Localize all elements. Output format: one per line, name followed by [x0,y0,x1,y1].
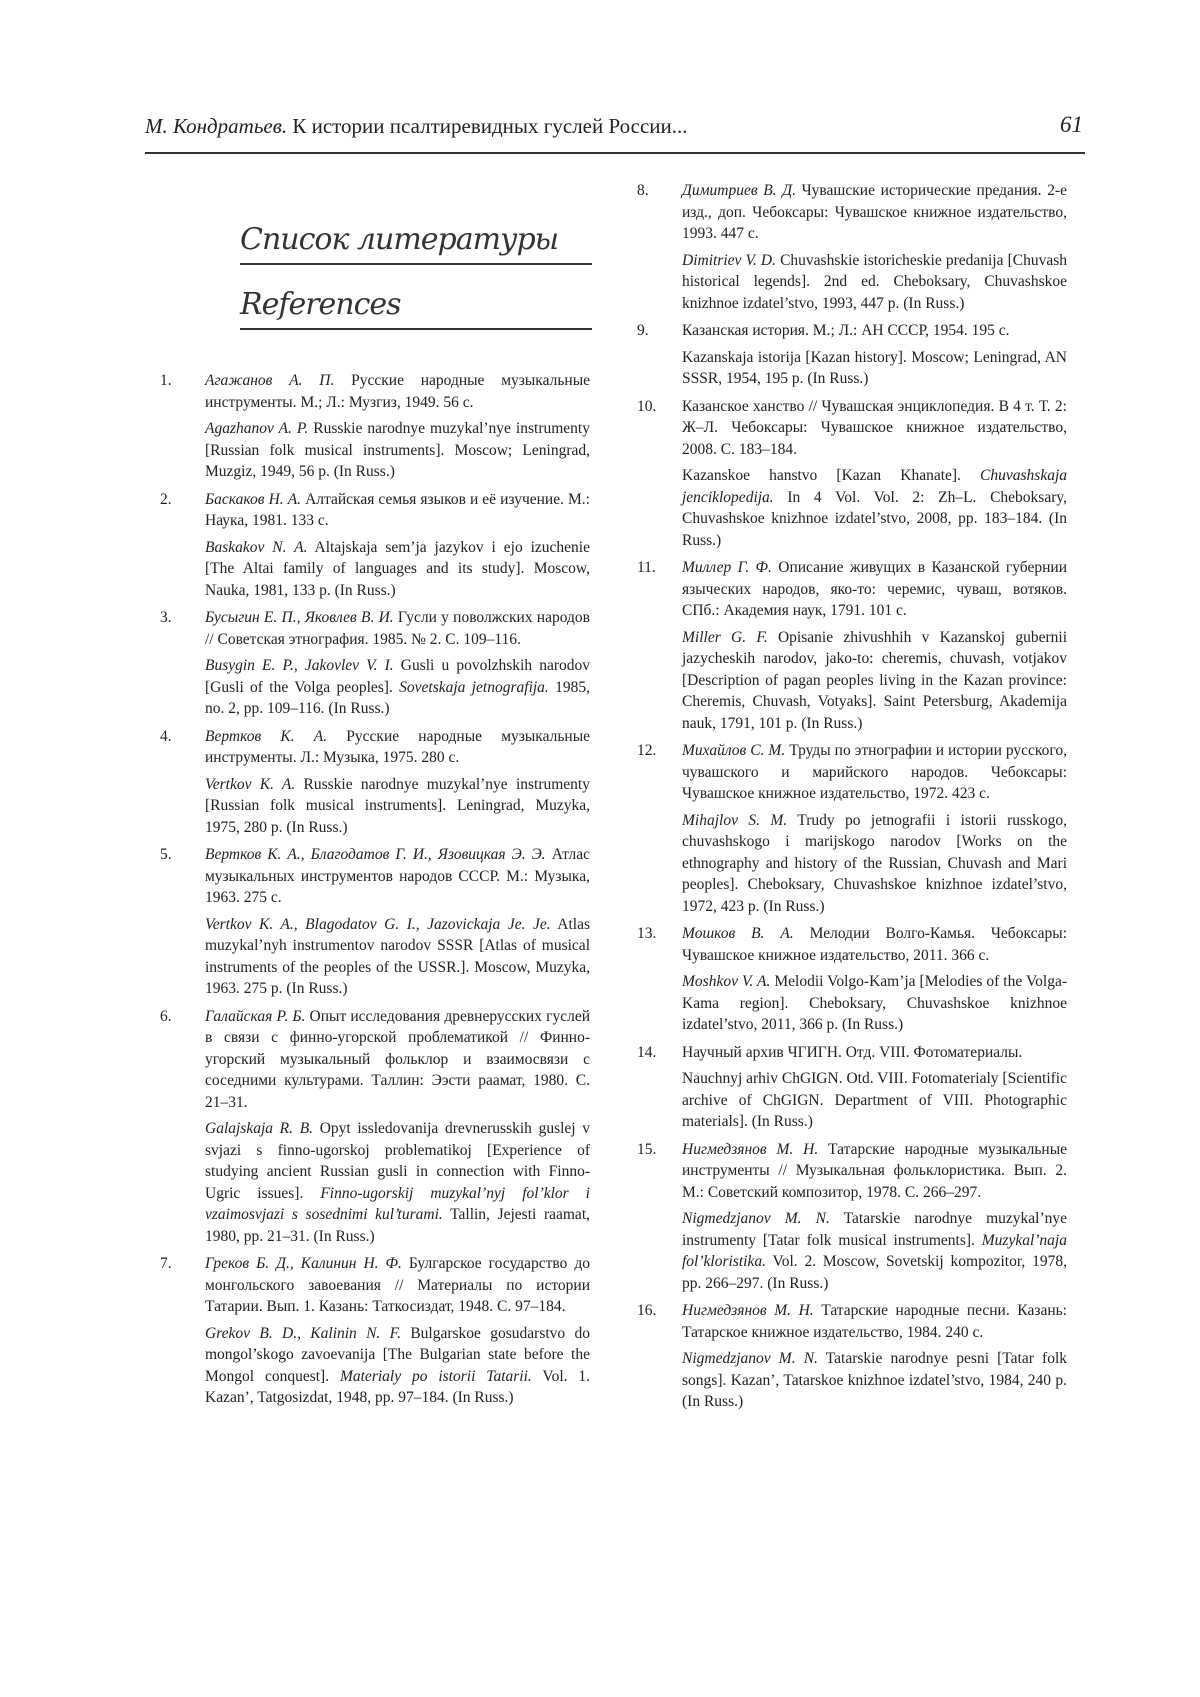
reference-text: Kazanskaja istorija [Kazan history]. Moscow; Leningrad, AN SSSR, 1954, 195 p. (In Russ.) [682,348,1067,387]
reference-number: 12. [637,742,657,759]
reference-text: Казанская история. М.; Л.: АН СССР, 1954. 195 с. [682,322,1010,339]
reference-en [205,418,590,483]
reference-en [682,1208,1067,1294]
reference-text: Trudy po jetnografii i istorii russkogo, chuvashskogo i marijskogo narodov [Works on the ethnography and history of the Russian, Chuvash and Mari peoples]. Cheboksary, Chuvashskoe knizhnoe izdatel’stvo, 1972, 423 p. (In Russ.) [682,811,1067,915]
reference-en [205,1323,590,1409]
reference-text: Мелодии Волго-Камья. Чебоксары: Чувашское книжное издательство, 2011. 366 с. [682,925,1068,964]
reference-number: 2. [160,490,172,508]
reference-text: Научный архив ЧГИГН. Отд. VIII. Фотоматериалы. [682,1043,1023,1061]
reference-text-tail: Tallin, Jejesti raamat, 1980, pp. 21–31. (In Russ.) [205,1206,590,1245]
reference-text: Russkie narodnye muzykal’nye instrumenty [Russian folk musical instruments]. Leningrad, Muzyka, 1975, 280 p. (In Russ.) [205,775,590,836]
reference-number: 7. [160,1255,172,1272]
reference-text: Opyt issledovanija drevnerusskih guslej v svjazi s finno-ugorskoj problematikoj [Experience of studying ancient Russian gusli in connection with Finno-Ugric issues]. [205,1120,591,1202]
reference-item [637,1042,1067,1133]
right-column [637,180,1067,1419]
reference-author: Nigmedzjanov M. N. [682,1210,830,1227]
reference-text: Chuvashskie istoricheskie predanija [Chuvash historical legends]. 2nd ed. Cheboksary, Chuvashskoe knizhnoe izdatel’stvo, 1993, 447 p. (In Russ.) [682,251,1067,312]
reference-text: Казанское ханство // Чувашская энциклопедия. В 4 т. Т. 2: Ж–Л. Чебоксары: Чувашское книжное издательство, 2008. С. 183–184. [682,397,1067,458]
reference-item [160,1006,590,1248]
reference-en [205,655,590,720]
reference-text: Bulgarskoe gosudarstvo do mongol’skogo zavoevanija [The Bulgarian state before the Mongol conquest]. [205,1324,590,1385]
running-title-author: М. Кондратьев. [145,114,288,138]
reference-en [205,537,590,602]
reference-text: Nauchnyj arhiv ChGIGN. Otd. VIII. Fotomaterialy [Scientific archive of ChGIGN. Department of VIII. Photographic materials]. (In Russ.) [682,1070,1067,1130]
reference-author: Miller G. F. [682,628,768,646]
running-title [145,114,688,139]
reference-ru [205,844,590,909]
reference-text: Опыт исследования древнерусских гуслей в связи с финно-угорской проблематикой // Финно-угорский музыкальный фольклор и взаимосвязи с соседними культурами. Таллин: Ээсти раамат, 1980. С. 21–31. [205,1007,590,1111]
left-column [160,180,590,1415]
reference-author: Galajskaja R. B. [205,1120,314,1137]
reference-journal: Muzykal’naja fol’kloristika. [682,1231,1067,1270]
reference-journal: Sovetskaja jetnografija. [399,678,549,696]
reference-author: Баскаков Н. А. [205,490,302,508]
reference-ru [682,396,1067,461]
reference-ru [682,180,1067,245]
reference-item [160,607,590,720]
reference-ru [205,726,590,769]
reference-en [205,1118,590,1247]
reference-text: Atlas muzykal’nyh instrumentov narodov SSSR [Atlas of musical instruments of the peoples of the USSR.]. Moscow, Muzyka, 1963. 275 p. (In Russ.) [205,915,590,997]
reference-author: Бусыгин Е. П., Яковлев В. И. [205,609,394,626]
page-number: 61 [1060,112,1083,137]
reference-ru [682,1042,1067,1064]
reference-en [682,627,1067,735]
reference-author: Нигмедзянов М. Н. [682,1302,814,1319]
reference-text: Алтайская семья языков и её изучение. М.: Наука, 1981. 133 с. [205,490,590,529]
reference-text-tail: Vol. 2. Moscow, Sovetskij kompozitor, 1978, pp. 266–297. (In Russ.) [682,1253,1067,1292]
reference-item [637,396,1067,552]
reference-en [682,971,1067,1036]
reference-text: Kazanskoe hanstvo [Kazan Khanate]. [682,467,981,484]
reference-number: 10. [637,397,657,415]
reference-author: Dimitriev V. D. [682,251,776,269]
reference-text: Русские народные музыкальные инструменты. М.; Л.: Музгиз, 1949. 56 с. [205,372,591,411]
reference-en [682,465,1067,551]
reference-item [160,1253,590,1409]
reference-list-right [637,180,1067,1413]
reference-en [682,1348,1067,1413]
reference-ru [205,370,590,413]
reference-text-tail: 1985, no. 2, pp. 109–116. (In Russ.) [205,678,590,717]
reference-number: 5. [160,846,172,863]
reference-number: 13. [637,925,657,942]
reference-author: Миллер Г. Ф. [682,559,772,576]
reference-number: 9. [637,322,649,339]
reference-number: 15. [637,1140,657,1158]
reference-item [637,923,1067,1036]
reference-ru [205,607,590,650]
reference-en [682,810,1067,918]
running-title-text: К истории псалтиревидных гуслей России... [287,114,688,138]
reference-text-tail: Vol. 1. Kazan’, Tatgosizdat, 1948, pp. 97–184. (In Russ.) [205,1367,590,1406]
reference-item [637,1300,1067,1413]
reference-author: Греков Б. Д., Калинин Н. Ф. [205,1255,402,1272]
reference-author: Baskakov N. A. [205,538,308,556]
reference-author: Агажанов А. П. [205,372,335,389]
reference-item [637,740,1067,917]
reference-ru [682,320,1067,342]
reference-ru [682,740,1067,805]
reference-number: 8. [637,182,649,199]
reference-number: 11. [637,559,656,576]
reference-text: Tatarskie narodnye muzykal’nye instrumenty [Tatar folk musical instruments]. [682,1210,1067,1249]
reference-ru [682,557,1067,622]
reference-en [205,914,590,1000]
reference-number: 3. [160,609,172,626]
reference-author: Нигмедзянов М. Н. [682,1140,819,1158]
references-heading-ru: Список литературы [240,220,592,265]
reference-number: 6. [160,1007,172,1025]
reference-text: Tatarskie narodnye pesni [Tatar folk songs]. Kazan’, Tatarskoe knizhnoe izdatel’stvo, 1984, 240 p. (In Russ.) [682,1350,1067,1410]
reference-en [682,347,1067,390]
reference-author: Agazhanov A. P. [205,420,309,437]
reference-en [205,774,590,839]
reference-author: Vertkov K. A. [205,775,296,793]
reference-author: Михайлов С. М. [682,742,786,759]
reference-item [160,726,590,839]
reference-item [637,1139,1067,1295]
reference-text-tail: In 4 Vol. Vol. 2: Zh–L. Cheboksary, Chuvashskoe knizhnoe izdatel’stvo, 2008, pp. 183–184. (In Russ.) [682,488,1067,549]
reference-author: Vertkov K. A., Blagodatov G. I., Jazovickaja Je. Je. [205,915,551,933]
reference-ru [682,1139,1067,1204]
reference-author: Nigmedzjanov M. N. [682,1350,818,1367]
reference-author: Mihajlov S. M. [682,811,788,829]
reference-text: Описание живущих в Казанской губернии языческих народов, яко-то: черемис, чуваш, вотяков. СПб.: Академия наук, 1791. 101 с. [682,559,1068,619]
reference-number: 14. [637,1043,657,1061]
reference-ru [682,1300,1067,1343]
reference-number: 1. [160,372,172,389]
reference-item [637,557,1067,734]
reference-text: Melodii Volgo-Kam’ja [Melodies of the Volga-Kama region]. Cheboksary, Chuvashskoe knizhnoe izdatel’stvo, 2011, 366 p. (In Russ.) [682,973,1067,1033]
reference-item [160,489,590,602]
reference-author: Moshkov V. A. [682,973,771,990]
references-heading-block [240,220,592,330]
reference-author: Димитриев В. Д. [682,182,796,199]
reference-text: Татарские народные песни. Казань: Татарское книжное издательство, 1984. 240 с. [682,1302,1067,1341]
reference-text: Gusli u povolzhskih narodov [Gusli of the Volga peoples]. [205,657,591,696]
reference-journal: Chuvashskaja jenciklopedija. [682,467,1067,506]
reference-en [682,1068,1067,1133]
references-heading-en: References [240,285,592,330]
reference-text: Атлас музыкальных инструментов народов СССР. М.: Музыка, 1963. 275 с. [205,846,590,906]
reference-text: Altajskaja sem’ja jazykov i ejo izuchenie [The Altai family of languages and its study]. Moscow, Nauka, 1981, 133 p. (In Russ.) [205,538,590,599]
reference-item [637,180,1067,314]
reference-number: 16. [637,1302,657,1319]
reference-text: Гусли у поволжских народов // Советская этнография. 1985. № 2. С. 109–116. [205,609,590,648]
reference-author: Вертков К. А., Благодатов Г. И., Язовицкая Э. Э. [205,846,546,863]
reference-text: Russkie narodnye muzykal’nye instrumenty [Russian folk musical instruments]. Moscow; Leningrad, Muzgiz, 1949, 56 p. (In Russ.) [205,420,590,480]
reference-text: Татарские народные музыкальные инструменты // Музыкальная фольклористика. Вып. 2. М.: Советский композитор, 1978. С. 266–297. [682,1140,1067,1201]
reference-ru [205,1253,590,1318]
reference-text: Труды по этнографии и истории русского, чувашского и марийского народов. Чебоксары: Чувашское книжное издательство, 1972. 423 с. [682,742,1067,802]
reference-ru [205,1006,590,1114]
reference-author: Мошков В. А. [682,925,794,942]
reference-author: Вертков К. А. [205,727,328,745]
running-header [145,112,1085,154]
reference-author: Grekov B. D., Kalinin N. F. [205,1324,402,1342]
reference-ru [205,489,590,532]
reference-author: Галайская Р. Б. [205,1007,306,1025]
reference-item [637,320,1067,390]
reference-text: Русские народные музыкальные инструменты. Л.: Музыка, 1975. 280 с. [205,727,590,766]
reference-journal: Materialy po istorii Tatarii. [339,1367,532,1385]
reference-list-left [160,370,590,1409]
reference-ru [682,923,1067,966]
reference-item [160,844,590,1000]
reference-en [682,250,1067,315]
reference-number: 4. [160,727,172,745]
reference-text: Булгарское государство до монгольского завоевания // Материалы по истории Татарии. Вып. 1. Казань: Таткосиздат, 1948. С. 97–184. [205,1255,590,1315]
reference-text: Opisanie zhivushhih v Kazanskoj gubernii jazycheskih narodov, jako-to: cheremis, chuvash, votjakov [Description of pagan peoples living in the Kazan province: Cheremis, Chuvash, Votyaks]. Saint Petersburg, Akademija nauk, 1791, 101 p. (In Russ.) [682,628,1068,732]
reference-item [160,370,590,483]
reference-journal: Finno-ugorskij muzykal’nyj fol’klor i vzaimosvjazi s sosednimi kul’turami. [205,1184,590,1223]
reference-text: Чувашские исторические предания. 2-е изд., доп. Чебоксары: Чувашское книжное издательство, 1993. 447 с. [682,182,1067,242]
reference-author: Busygin E. P., Jakovlev V. I. [205,657,394,674]
